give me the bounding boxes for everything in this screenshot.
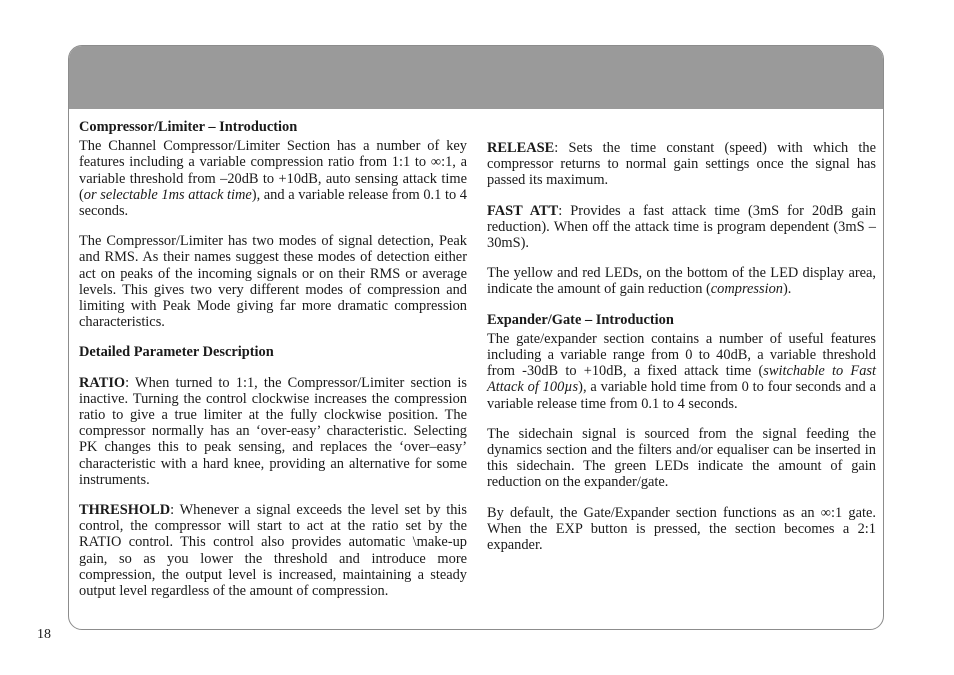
leds-italic: compression [710, 281, 783, 298]
content-frame [68, 45, 884, 630]
expander-heading: Expander/Gate – Introduction [487, 311, 674, 328]
intro-p1-a: The Channel Compressor/Limiter Section has a number of key features including a variable compression ratio from 1:1 to ∞:1, a variable threshold from –20dB to +10dB, auto sensing attack time ( [79, 138, 467, 203]
intro-p1-italic: or selectable 1ms attack time [83, 186, 252, 203]
page-number: 18 [37, 627, 51, 642]
release-term: RELEASE [487, 140, 555, 156]
intro-paragraph-1 [79, 138, 467, 219]
intro-p1-b: ), and a variable release from 0.1 to 4 seconds. [79, 186, 467, 220]
ratio-term: RATIO [79, 374, 126, 391]
right-column [487, 140, 876, 567]
fastatt-paragraph [487, 203, 876, 252]
threshold-term: THRESHOLD [79, 502, 171, 519]
leds-b: ). [783, 281, 792, 298]
intro-heading: Compressor/Limiter – Introduction [79, 119, 298, 135]
header-band [69, 46, 883, 109]
params-heading: Detailed Parameter Description [79, 344, 274, 361]
leds-a: The yellow and red LEDs, on the bottom of the LED display area, indicate the amount of gain reduction ( [487, 265, 876, 298]
expander-a: The gate/expander section contains a number of useful features including a variable range from 0 to 40dB, a variable threshold from -30dB to +10dB, a fixed attack time ( [487, 330, 876, 380]
ratio-paragraph [79, 375, 467, 488]
sidechain-paragraph: The sidechain signal is sourced from the signal feeding the dynamics section and the filters and/or equaliser can be inserted in this sidechain. The green LEDs indicate the amount of gain reduction on the expander/gate. [487, 425, 876, 491]
fastatt-text: : Provides a fast attack time (3mS for 20dB gain reduction). When off the attack time is program dependent (3mS – 30mS). [487, 202, 877, 252]
release-text: : Sets the time constant (speed) with which the compressor returns to normal gain settings once the signal has passed its maximum. [487, 140, 876, 189]
ratio-text: : When turned to 1:1, the Compressor/Limiter section is inactive. Turning the control clockwise increases the compression ratio to give a true limiter at the fully clockwise position. The compressor normally has an ‘over-easy’ characteristic. Selecting PK changes this to peak sensing, and replaces the ‘over–easy’ characteristic with a hard knee, providing an alternative for some instruments. [79, 374, 467, 488]
left-column [79, 119, 467, 613]
fastatt-term: FAST ATT [487, 202, 559, 219]
release-paragraph [487, 140, 876, 189]
expander-b: ), a variable hold time from 0 to four seconds and a variable release time from 0.1 to 4 seconds. [487, 379, 876, 412]
threshold-text: : Whenever a signal exceeds the level set by this control, the compressor will start to act at the ratio set by the RATIO control. This control also provides automatic \make-up gain, so as you lower the threshold and introduce more compression, the output level is increased, maintaining a steady output level regardless of the amount of compression. [79, 502, 467, 600]
expander-italic: switchable to Fast Attack of 100µs [487, 363, 876, 396]
expander-paragraph [487, 331, 876, 412]
intro-paragraph-2: The Compressor/Limiter has two modes of signal detection, Peak and RMS. As their names suggest these modes of detection either act on peaks of the incoming signals or on their RMS or average levels. This gives two very different modes of compression and limiting with Peak Mode giving far more dramatic compression characteristics. [79, 233, 467, 331]
default-paragraph: By default, the Gate/Expander section functions as an ∞:1 gate. When the EXP button is pressed, the section becomes a 2:1 expander. [487, 504, 876, 554]
threshold-paragraph [79, 502, 467, 599]
leds-paragraph [487, 265, 876, 297]
